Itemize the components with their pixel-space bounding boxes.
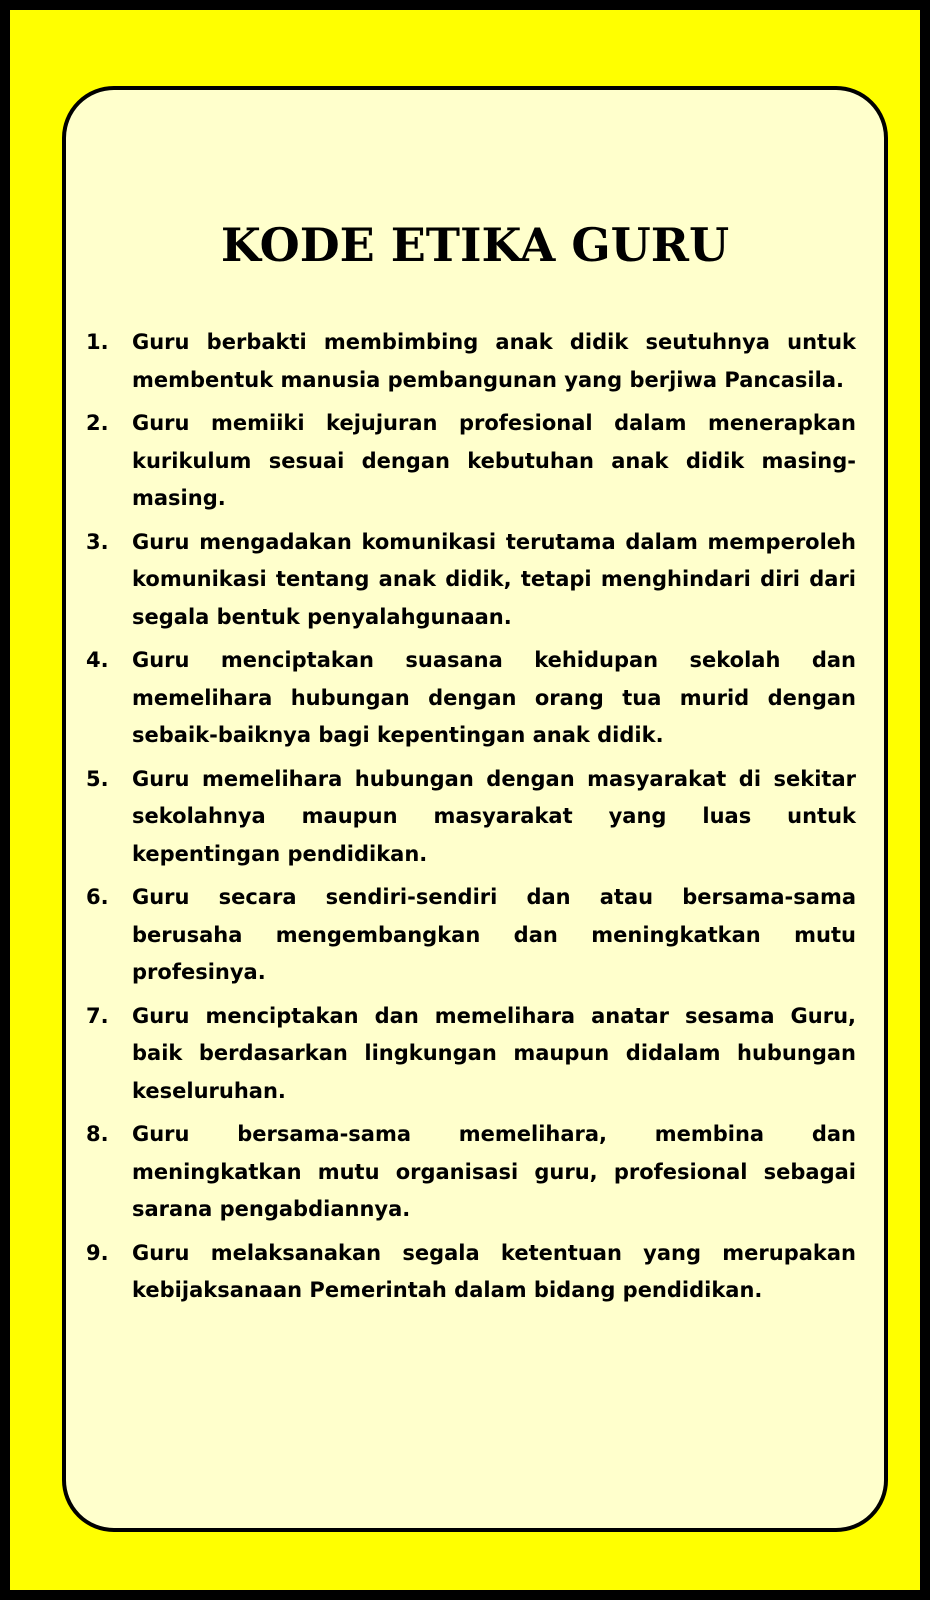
list-item <box>86 761 856 874</box>
list-item <box>86 642 856 755</box>
page-title: KODE ETIKA GURU <box>220 218 730 272</box>
item-text: Guru melaksanakan segala ketentuan yang merupakan kebijaksanaan Pemerintah dalam bidang pendidikan. <box>132 1240 856 1302</box>
code-of-ethics-list <box>86 324 856 1316</box>
item-text: Guru mengadakan komunikasi terutama dalam memperoleh komunikasi tentang anak didik, tetapi menghindari diri dari segala bentuk penyalahgunaan. <box>132 529 856 629</box>
poster-background <box>10 10 920 1590</box>
item-number: 3. <box>86 529 109 554</box>
item-number: 1. <box>86 330 109 354</box>
item-text: Guru menciptakan suasana kehidupan sekolah dan memelihara hubungan dengan orang tua murid dengan sebaik-baiknya bagi kepentingan anak didik. <box>132 648 856 747</box>
list-item <box>86 524 856 637</box>
item-text: Guru secara sendiri-sendiri dan atau bersama-sama berusaha mengembangkan dan meningkatkan mutu profesinya. <box>132 885 856 984</box>
list-item <box>86 1116 856 1229</box>
item-number: 5. <box>86 766 109 791</box>
item-number: 4. <box>86 648 109 672</box>
item-text: Guru memelihara hubungan dengan masyarakat di sekitar sekolahnya maupun masyarakat yang luas untuk kepentingan pendidikan. <box>132 766 856 866</box>
list-item <box>86 998 856 1111</box>
item-text: Guru menciptakan dan memelihara anatar sesama Guru, baik berdasarkan lingkungan maupun didalam hubungan keseluruhan. <box>132 1003 856 1103</box>
list-item <box>86 324 856 399</box>
item-number: 6. <box>86 885 109 909</box>
list-item <box>86 1235 856 1310</box>
list-item <box>86 879 856 992</box>
item-number: 2. <box>86 411 109 435</box>
item-number: 7. <box>86 1003 109 1028</box>
item-text: Guru bersama-sama memelihara, membina dan meningkatkan mutu organisasi guru, profesional sebagai sarana pengabdiannya. <box>132 1122 856 1221</box>
item-text: Guru memiiki kejujuran profesional dalam menerapkan kurikulum sesuai dengan kebutuhan anak didik masing-masing. <box>132 411 856 510</box>
content-card <box>62 86 888 1532</box>
item-number: 8. <box>86 1122 109 1146</box>
item-number: 9. <box>86 1240 109 1265</box>
item-text: Guru berbakti membimbing anak didik seutuhnya untuk membentuk manusia pembangunan yang berjiwa Pancasila. <box>132 330 856 392</box>
list-item <box>86 405 856 518</box>
